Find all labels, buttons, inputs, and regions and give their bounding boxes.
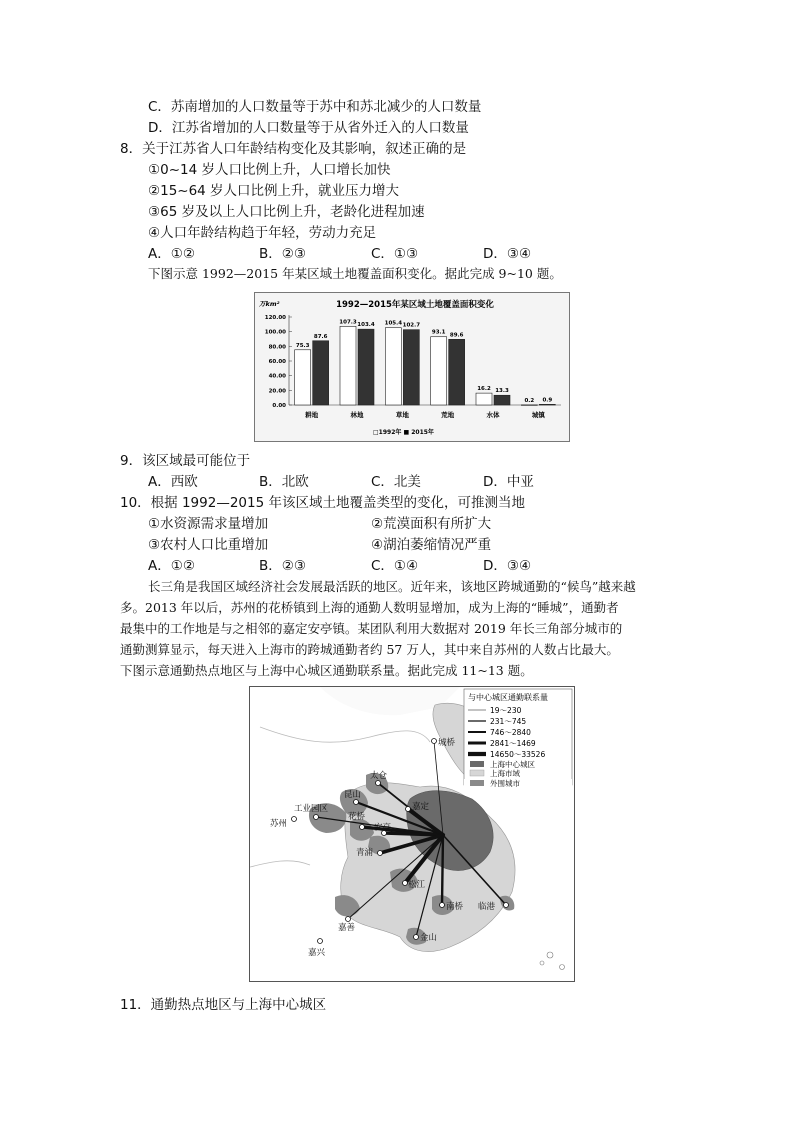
q8-option-c: C．①③ <box>371 246 419 262</box>
marker-industrial-park <box>314 815 319 820</box>
y-tick-label: 40.00 <box>268 373 286 380</box>
marker-qingpu <box>378 851 383 856</box>
q8-item-2: ②15~64 岁人口比例上升，就业压力增大 <box>148 183 400 199</box>
label-industrial-park: 工业园区 <box>294 804 329 814</box>
x-category-label: 耕地 <box>305 411 319 419</box>
bar-1992年-林地 <box>340 326 356 405</box>
bar-data-label: 107.3 <box>339 319 357 326</box>
label-jinshan: 金山 <box>420 933 438 943</box>
bar-data-label: 93.1 <box>431 329 446 336</box>
q8-option-d: D．③④ <box>483 246 532 262</box>
label-suzhou: 苏州 <box>270 819 288 829</box>
bar-2015年-草地 <box>403 330 419 405</box>
q9-option-d: D．中亚 <box>483 474 534 490</box>
y-tick-label: 80.00 <box>268 344 286 351</box>
map-legend-range-2: 231～745 <box>490 717 527 726</box>
map-legend-range-3: 746～2840 <box>490 728 531 737</box>
chart-legend: □1992年 ■ 2015年 <box>373 429 434 436</box>
bar-2015年-耕地 <box>313 341 329 405</box>
bar-data-label: 13.3 <box>495 388 509 395</box>
q10-option-b: B．②③ <box>259 558 306 574</box>
passage-line-2: 多。2013 年以后，苏州的花桥镇到上海的通勤人数明显增加，成为上海的“睡城”，通勤者 <box>120 600 619 615</box>
map-legend-range-4: 2841～1469 <box>490 739 536 748</box>
map-legend-outer-cities: 外围城市 <box>490 779 520 788</box>
label-jiading: 嘉定 <box>412 802 430 812</box>
marker-huaqiao <box>360 825 365 830</box>
label-songjiang: 松江 <box>408 880 426 890</box>
commute-line-anting <box>384 833 443 835</box>
q7-option-d: D．江苏省增加的人口数量等于从省外迁入的人口数量 <box>148 120 469 136</box>
marker-jiading <box>406 807 411 812</box>
q11-stem: 11．通勤热点地区与上海中心城区 <box>120 997 327 1013</box>
bar-data-label: 16.2 <box>477 386 491 393</box>
marker-lingang <box>504 903 509 908</box>
label-jiashan: 嘉善 <box>338 923 356 933</box>
map-legend-outer <box>464 778 572 789</box>
marker-nanqiao <box>440 903 445 908</box>
marker-jiaxing <box>318 939 323 944</box>
bar-data-label: 87.6 <box>313 333 328 340</box>
bar-1992年-耕地 <box>295 350 311 405</box>
x-category-label: 水体 <box>486 411 500 419</box>
bar-2015年-水体 <box>494 395 510 405</box>
q8-item-3: ③65 岁及以上人口比例上升，老龄化进程加速 <box>148 204 425 220</box>
chart-y-axis-label: 万km² <box>259 300 280 308</box>
y-tick-label: 0.00 <box>272 403 286 409</box>
bar-2015年-林地 <box>358 329 374 405</box>
map-legend-municipal: 上海市域 <box>490 769 520 778</box>
marker-jinshan <box>414 935 419 940</box>
label-lingang: 临港 <box>478 902 496 912</box>
intro-9-10: 下图示意 1992—2015 年某区域土地覆盖面积变化。据此完成 9~10 题。 <box>148 266 562 281</box>
q8-item-1: ①0~14 岁人口比例上升，人口增长加快 <box>148 162 391 178</box>
chart-title: 1992—2015年某区域土地覆盖面积变化 <box>336 300 494 310</box>
label-jiaxing: 嘉兴 <box>308 948 326 958</box>
q10-option-d: D．③④ <box>483 558 532 574</box>
land-cover-chart <box>254 292 570 442</box>
commute-line-nanqiao <box>442 835 443 905</box>
map-legend <box>464 689 572 785</box>
y-tick-label: 100.00 <box>264 329 286 336</box>
label-huaqiao: 花桥 <box>348 812 366 822</box>
q10-item-3: ③农村人口比重增加 <box>148 537 269 553</box>
bar-2015年-荒地 <box>449 339 465 405</box>
bar-2015年-城镇 <box>539 404 555 405</box>
bar-data-label: 89.6 <box>449 332 464 339</box>
map-legend-range-5: 14650～33526 <box>490 750 546 759</box>
bar-1992年-城镇 <box>521 405 537 406</box>
commute-map-svg <box>250 687 574 981</box>
x-category-label: 林地 <box>350 411 364 419</box>
q10-option-c: C．①④ <box>371 558 419 574</box>
q10-item-1: ①水资源需求量增加 <box>148 516 269 532</box>
marker-kunshan <box>354 800 359 805</box>
bar-1992年-草地 <box>385 328 401 405</box>
q8-option-b: B．②③ <box>259 246 306 262</box>
marker-jiashan <box>346 917 351 922</box>
land-cover-chart-svg <box>255 293 569 441</box>
q9-option-b: B．北欧 <box>259 474 309 490</box>
bar-data-label: 0.2 <box>524 397 535 404</box>
q9-stem: 9．该区域最可能位于 <box>120 453 251 469</box>
passage-line-3: 最集中的工作地是与之相邻的嘉定安亭镇。某团队利用大数据对 2019 年长三角部分城市的 <box>120 621 623 636</box>
label-chengqiao: 城桥 <box>438 738 456 748</box>
bar-data-label: 103.4 <box>357 322 375 329</box>
q8-stem: 8．关于江苏省人口年龄结构变化及其影响，叙述正确的是 <box>120 141 467 157</box>
q10-stem: 10．根据 1992—2015 年该区域土地覆盖类型的变化，可推测当地 <box>120 495 525 511</box>
marker-songjiang <box>403 881 408 886</box>
passage-line-4: 通勤测算显示，每天进入上海市的跨城通勤者约 57 万人，其中来自苏州的人数占比最大。 <box>120 642 619 657</box>
q10-option-a: A．①② <box>148 558 195 574</box>
label-nanqiao: 南桥 <box>446 902 464 912</box>
label-qingpu: 青浦 <box>356 848 374 858</box>
bar-data-label: 0.9 <box>542 397 553 404</box>
label-kunshan: 昆山 <box>344 790 362 800</box>
y-tick-label: 60.00 <box>268 359 286 365</box>
y-tick-label: 120.00 <box>264 315 286 321</box>
bar-1992年-荒地 <box>431 337 447 405</box>
map-legend-range-1: 19～230 <box>490 706 522 715</box>
y-tick-label: 20.00 <box>268 388 286 395</box>
map-legend-title: 与中心城区通勤联系量 <box>468 693 548 702</box>
bar-data-label: 102.7 <box>402 322 421 329</box>
passage-line-1: 长三角是我国区域经济社会发展最活跃的地区。近年来，该地区跨城通勤的“候鸟”越来越 <box>148 579 636 594</box>
x-category-label: 城镇 <box>531 411 545 419</box>
marker-chengqiao <box>432 739 437 744</box>
label-taicang: 太仓 <box>370 771 388 781</box>
bar-data-label: 105.4 <box>384 320 403 327</box>
q8-item-4: ④人口年龄结构趋于年轻，劳动力充足 <box>148 225 377 241</box>
q10-item-2: ②荒漠面积有所扩大 <box>371 516 492 532</box>
marker-taicang <box>376 781 381 786</box>
x-category-label: 荒地 <box>441 411 455 419</box>
x-category-label: 草地 <box>395 411 409 419</box>
q9-option-a: A．西欧 <box>148 474 198 490</box>
label-anting: 安亭 <box>374 823 392 833</box>
passage-line-5: 下图示意通勤热点地区与上海中心城区通勤联系量。据此完成 11~13 题。 <box>120 663 533 678</box>
commute-map <box>249 686 575 982</box>
q9-option-c: C．北美 <box>371 474 421 490</box>
marker-suzhou <box>292 817 297 822</box>
q7-option-c: C．苏南增加的人口数量等于苏中和苏北减少的人口数量 <box>148 99 482 115</box>
q10-item-4: ④湖泊萎缩情况严重 <box>371 537 492 553</box>
bar-data-label: 75.3 <box>295 342 310 349</box>
map-legend-central: 上海中心城区 <box>490 760 535 769</box>
bar-1992年-水体 <box>476 393 492 405</box>
q8-option-a: A．①② <box>148 246 195 262</box>
